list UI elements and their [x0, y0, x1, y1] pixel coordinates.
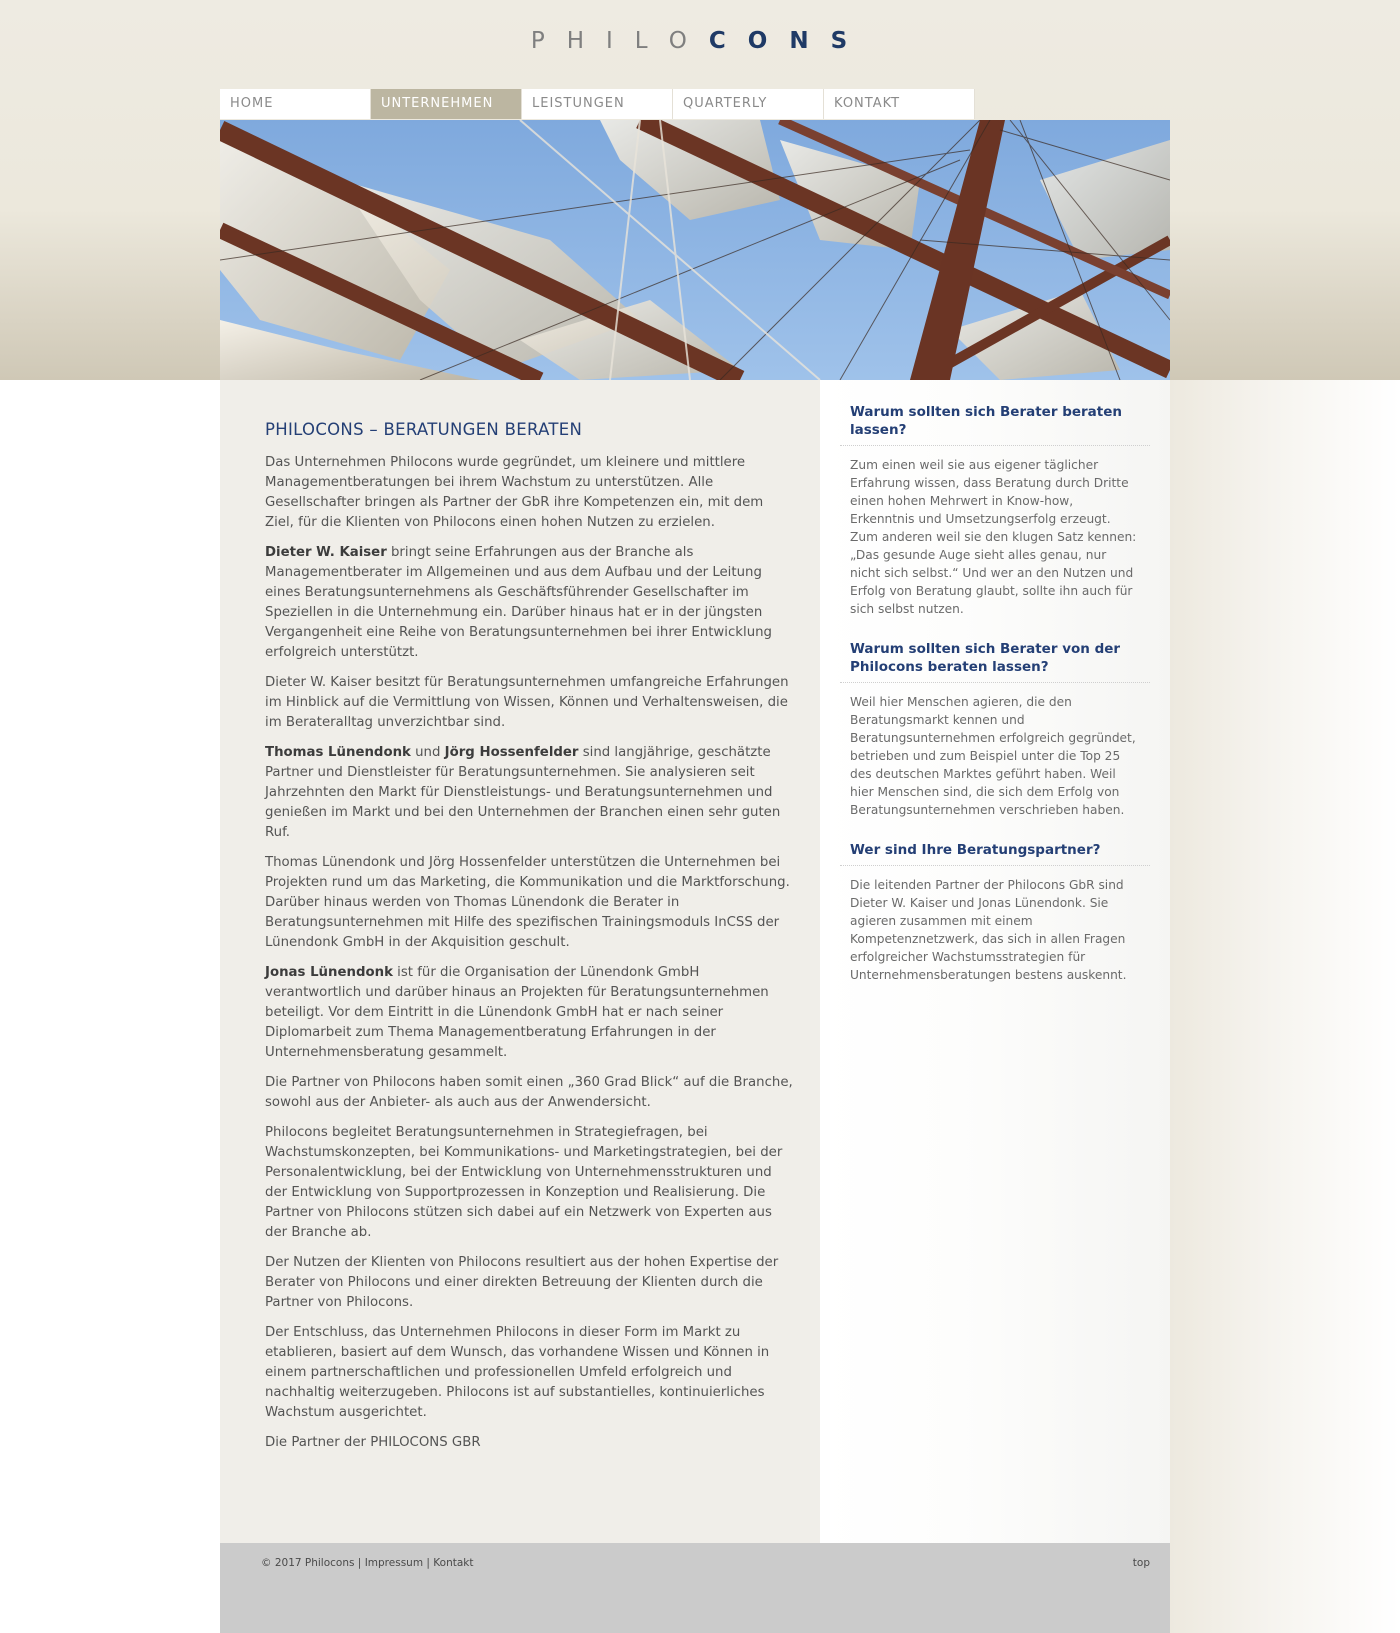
faq-answer-2: Weil hier Menschen agieren, die den Beratungsmarkt kennen und Beratungsunternehmen erfolgreich gegründet, betrieben und zum Beispiel unter die Top 25 des deutschen Marktes geführt haben. Weil hier Menschen sind, die sich dem Erfolg von Beratungsunternehmen verschrieben haben.	[850, 695, 1136, 817]
footer-link-impressum[interactable]: Impressum	[364, 1557, 424, 1569]
nav-leistungen[interactable]: LEISTUNGEN	[522, 89, 673, 119]
paragraph-kaiser-2: Dieter W. Kaiser besitzt für Beratungsunternehmen umfangreiche Erfahrungen im Hinblick auf die Vermittlung von Wissen, Können und Verhaltensweisen, die im Berateralltag unverzichtbar sind.	[265, 675, 789, 730]
paragraph-intro: Das Unternehmen Philocons wurde gegründet, um kleinere und mittlere Managementberatungen bei ihrem Wachstum zu unterstützen. Alle Gesellschafter bringen als Partner der GbR ihre Kompetenzen ein, mit dem Ziel, für die Klienten von Philocons einen hohen Nutzen zu erzielen.	[265, 455, 764, 530]
paragraph-services: Philocons begleitet Beratungsunternehmen in Strategiefragen, bei Wachstumskonzepten, bei Kommunikations- und Marketingstrategien, bei der Personalentwicklung, bei der Entwicklung von Unternehmensstrukturen und der Entwicklung von Supportprozessen in Konzeption und Realisierung. Die Partner von Philocons stützen sich dabei auf ein Netzwerk von Experten aus der Branche ab.	[265, 1125, 783, 1240]
main-article	[265, 420, 795, 1463]
nav-home[interactable]: HOME	[220, 89, 371, 119]
nav-unternehmen[interactable]: UNTERNEHMEN	[371, 89, 522, 119]
paragraph-kaiser	[265, 543, 795, 663]
paragraph-signature: Die Partner der PHILOCONS GBR	[265, 1435, 481, 1450]
page-side-shade	[1170, 380, 1400, 1633]
footer-copyright: © 2017 Philocons	[261, 1557, 355, 1569]
footer-separator: |	[354, 1557, 365, 1569]
footer	[220, 1543, 1170, 1633]
faq-question-1: Warum sollten sich Berater beraten lassen?	[840, 403, 1150, 446]
back-to-top-link[interactable]: top	[1132, 1557, 1150, 1569]
paragraph-decision: Der Entschluss, das Unternehmen Philocons in dieser Form im Markt zu etablieren, basiert auf dem Wunsch, das vorhandene Wissen und Können in einem partnerschaftlichen und professionellen Umfeld erfolgreich und nachhaltig weiterzugeben. Philocons ist auf substantielles, kontinuierliches Wachstum ausgerichtet.	[265, 1325, 770, 1420]
faq-question-2: Warum sollten sich Berater von der Philocons beraten lassen?	[840, 640, 1150, 683]
conjunction-text: und	[410, 745, 445, 760]
hero-image-ship-masts	[220, 120, 1170, 380]
paragraph-360: Die Partner von Philocons haben somit einen „360 Grad Blick“ auf die Branche, sowohl aus der Anbieter- als auch aus der Anwendersicht.	[265, 1075, 793, 1110]
paragraph-kaiser-text: bringt seine Erfahrungen aus der Branche als Managementberater im Allgemeinen und aus dem Aufbau und der Leitung eines Beratungsunternehmens als Geschäftsführender Gesellschafter im Speziellen in die Unternehmung ein. Darüber hinaus hat er in der jüngsten Vergangenheit eine Reihe von Beratungsunternehmen bei ihrer Entwicklung erfolgreich unterstützt.	[265, 545, 772, 660]
name-thomas-luenendonk: Thomas Lünendonk	[265, 745, 411, 760]
name-jonas-luenendonk: Jonas Lünendonk	[265, 965, 393, 980]
name-kaiser: Dieter W. Kaiser	[265, 545, 387, 560]
page-title: PHILOCONS – BERATUNGEN BERATEN	[265, 420, 583, 439]
nav-quarterly[interactable]: QUARTERLY	[673, 89, 824, 119]
footer-link-kontakt[interactable]: Kontakt	[433, 1557, 474, 1569]
paragraph-jonas	[265, 963, 795, 1063]
logo-philo: PHILO	[530, 28, 709, 54]
paragraph-marketing: Thomas Lünendonk und Jörg Hossenfelder unterstützen die Unternehmen bei Projekten rund um das Marketing, die Kommunikation und die Marktforschung. Darüber hinaus werden von Thomas Lünendonk die Berater in Beratungsunternehmen mit Hilfe des spezifischen Trainingsmoduls InCSS der Lünendonk GmbH in der Akquisition geschult.	[265, 855, 790, 950]
footer-separator: |	[423, 1557, 434, 1569]
paragraph-jonas-text: ist für die Organisation der Lünendonk GmbH verantwortlich und darüber hinaus an Projekten für Beratungsunternehmen beteiligt. Vor dem Eintritt in die Lünendonk GmbH hat er nach seiner Diplomarbeit zum Thema Managementberatung Erfahrungen in der Unternehmensberatung gesammelt.	[265, 965, 769, 1060]
faq-answer-3: Die leitenden Partner der Philocons GbR sind Dieter W. Kaiser und Jonas Lünendonk. Sie agieren zusammen mit einem Kompetenznetzwerk, das sich in allen Fragen erfolgreicher Wachstumsstrategien für Unternehmensberatungen bestens auskennt.	[850, 878, 1127, 982]
footer-links	[261, 1557, 473, 1569]
sidebar-faq	[840, 403, 1150, 1006]
paragraph-benefit: Der Nutzen der Klienten von Philocons resultiert aus der hohen Expertise der Berater von Philocons und einer direkten Betreuung der Klienten durch die Partner von Philocons.	[265, 1255, 779, 1310]
paragraph-partners-text: sind langjährige, geschätzte Partner und Dienstleister für Beratungsunternehmen. Sie analysieren seit Jahrzehnten den Markt für Dienstleistungs- und Beratungsunternehmen und genießen im Markt und bei den Unternehmen der Branchen einen sehr guten Ruf.	[265, 745, 781, 840]
faq-question-3: Wer sind Ihre Beratungspartner?	[840, 841, 1150, 866]
name-joerg-hossenfelder: Jörg Hossenfelder	[444, 745, 579, 760]
nav-kontakt[interactable]: KONTAKT	[824, 89, 975, 119]
paragraph-luenendonk-hossenfelder	[265, 743, 795, 843]
faq-answer-1: Zum einen weil sie aus eigener täglicher Erfahrung wissen, dass Beratung durch Dritte einen hohen Mehrwert in Know-how, Erkenntnis und Umsetzungserfolg erzeugt. Zum anderen weil sie den klugen Satz kennen: „Das gesunde Auge sieht alles genau, nur nicht sich selbst.“ Und wer an den Nutzen und Erfolg von Beratung glaubt, sollte ihn auch für sich selbst nutzen.	[850, 458, 1137, 616]
logo-cons: CONS	[708, 28, 870, 54]
site-logo[interactable]	[0, 28, 1400, 54]
main-navigation	[220, 89, 975, 119]
